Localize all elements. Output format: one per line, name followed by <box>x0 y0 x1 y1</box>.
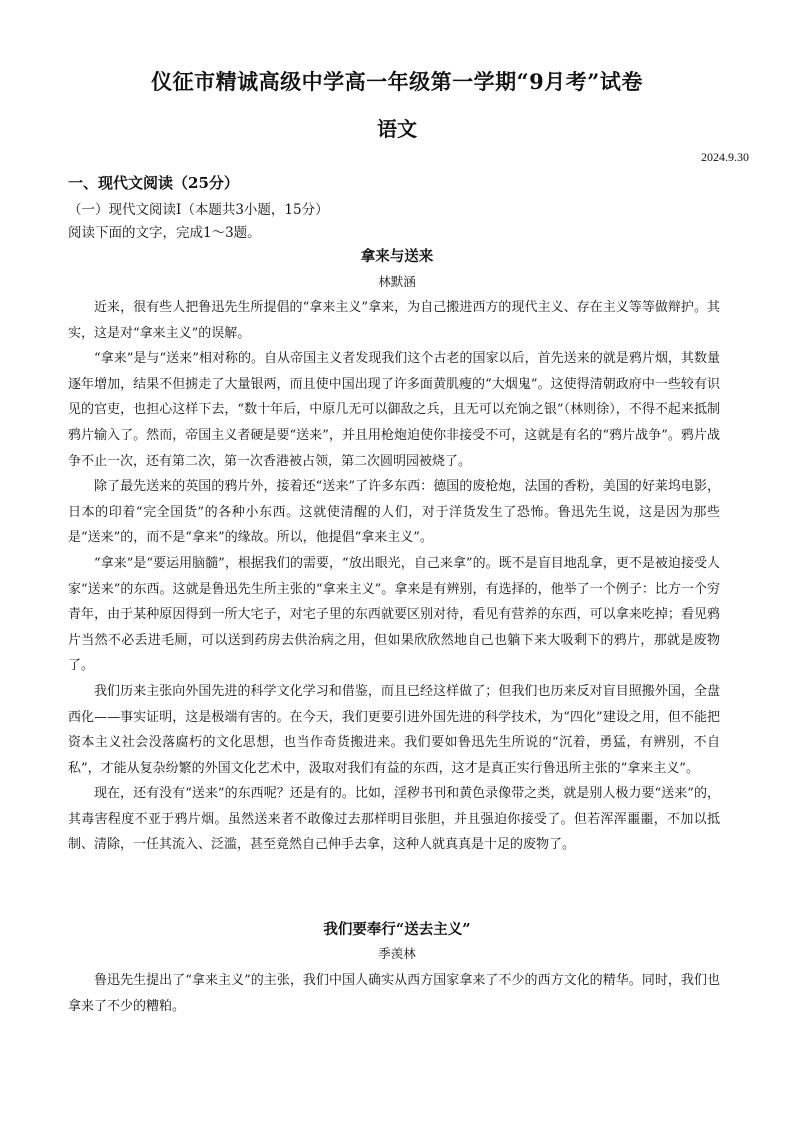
paragraph: “拿来”是“要运用脑髓”，根据我们的需要，“放出眼光，自己来拿”的。既不是盲目地乱拿，更不是被迫接受人家“送来”的东西。这就是鲁迅先生所主张的“拿来主义”。拿来是有辨别，有选择的，他举了一个例子：比方一个穷青年，由于某种原因得到一所大宅子，对宅子里的东西就要区别对待，看见有营养的东西，可以拿来吃掉；看见鸦片当然不必丢进毛厕，可以送到药房去供治病之用，但如果欣欣然地自己也躺下来大吸剩下的鸦片，那就是废物了。 <box>68 555 720 674</box>
article-title: 拿来与送来 <box>360 248 434 265</box>
article-author: 林默涵 <box>378 274 416 289</box>
paragraph: 近来，很有些人把鲁迅先生所提倡的“拿来主义”拿来，为自己搬进西方的现代主义、存在主义等等做辩护。其实，这是对“拿来主义”的误解。 <box>68 300 720 341</box>
article-body <box>68 295 720 858</box>
reading-instruction: 阅读下面的文字，完成1～3题。 <box>68 225 261 241</box>
paragraph: 鲁迅先生提出了“拿来主义”的主张，我们中国人确实从西方国家拿来了不少的西方文化的精华。同时，我们也拿来了不少的糟粕。 <box>68 973 720 1014</box>
paragraph: 我们历来主张向外国先进的科学文化学习和借鉴，而且已经这样做了；但我们也历来反对盲目照搬外国，全盘西化——事实证明，这是极端有害的。在今天，我们更要引进外国先进的科学技术，为“四化”建设之用，但不能把资本主义社会没落腐朽的文化思想，也当作奇货搬进来。我们要如鲁迅先生所说的“沉着，勇猛，有辨别，不自私”，才能从复杂纷繁的外国文化艺术中，汲取对我们有益的东西，这才是真正实行鲁迅所主张的“拿来主义”。 <box>68 683 720 776</box>
exam-date: 2024.9.30 <box>701 150 749 164</box>
paragraph: 现在，还有没有“送来”的东西呢？还是有的。比如，淫秽书刊和黄色录像带之类，就是别人极力要“送来”的，其毒害程度不亚于鸦片烟。虽然送来者不敢像过去那样明目张胆，并且强迫你接受了。但若浑浑噩噩，不加以抵制、清除，一任其流入、泛滥，甚至竟然自己伸手去拿，这种人就真真是十足的废物了。 <box>68 786 720 853</box>
article2-author: 季羡林 <box>378 946 416 961</box>
exam-title: 仪征市精诚高级中学高一年级第一学期“9月考”试卷 <box>151 69 643 94</box>
subsection-heading: （一）现代文阅读Ⅰ（本题共3小题，15分） <box>68 202 329 218</box>
subject-title: 语文 <box>377 117 417 141</box>
article2-body <box>68 968 720 1019</box>
paragraph: 除了最先送来的英国的鸦片外，接着还“送来”了许多东西：德国的废枪炮，法国的香粉，美国的好莱坞电影，日本的印着“完全国货”的各种小东西。这就使清醒的人们，对于洋货发生了恐怖。鲁迅先生说，这是因为那些是“送来”的，而不是“拿来”的缘故。所以，他提倡“拿来主义”。 <box>68 479 720 546</box>
article2-title: 我们要奉行“送去主义” <box>323 921 471 938</box>
section-heading: 一、现代文阅读（25分） <box>68 174 239 192</box>
paragraph: “拿来”是与“送来”相对称的。自从帝国主义者发现我们这个古老的国家以后，首先送来的就是鸦片烟，其数量逐年增加，结果不但掳走了大量银两，而且使中国出现了许多面黄肌瘦的“大烟鬼”。这使得清朝政府中一些较有识见的官吏，也担心这样下去，“数十年后，中原几无可以御敌之兵，且无可以充饷之银”（林则徐），不得不起来抵制鸦片输入了。然而，帝国主义者硬是要“送来”，并且用枪炮迫使你非接受不可，这就是有名的“鸦片战争”。鸦片战争不止一次，还有第二次，第一次香港被占领，第二次圆明园被烧了。 <box>68 351 720 469</box>
